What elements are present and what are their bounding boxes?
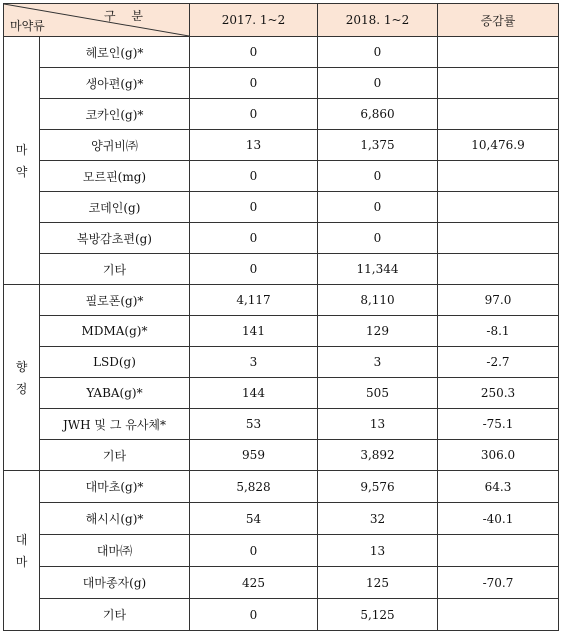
item-name-cell: 대마초(g)* bbox=[40, 471, 190, 503]
change-rate-cell: -70.7 bbox=[438, 567, 559, 599]
value-2017-cell: 0 bbox=[190, 535, 318, 567]
group-label-char: 마 bbox=[15, 554, 28, 569]
value-2017-cell: 4,117 bbox=[190, 285, 318, 316]
value-2018-cell: 0 bbox=[318, 161, 438, 192]
change-rate-cell bbox=[438, 254, 559, 285]
narcotics-group-label-cell bbox=[4, 37, 40, 285]
item-name-cell: 양귀비㈜ bbox=[40, 130, 190, 161]
table-row bbox=[4, 567, 559, 599]
column-header-2017: 2017. 1~2 bbox=[190, 4, 318, 37]
group-label-char: 정 bbox=[15, 381, 28, 396]
value-2018-cell: 0 bbox=[318, 192, 438, 223]
value-2018-cell: 5,125 bbox=[318, 599, 438, 631]
table-row bbox=[4, 378, 559, 409]
item-name-cell: 기타 bbox=[40, 254, 190, 285]
table-row bbox=[4, 192, 559, 223]
value-2018-cell: 0 bbox=[318, 223, 438, 254]
change-rate-cell: 97.0 bbox=[438, 285, 559, 316]
value-2018-cell: 11,344 bbox=[318, 254, 438, 285]
change-rate-cell bbox=[438, 599, 559, 631]
value-2018-cell: 0 bbox=[318, 37, 438, 68]
change-rate-cell bbox=[438, 223, 559, 254]
table-row bbox=[4, 440, 559, 471]
table-row bbox=[4, 254, 559, 285]
item-name-cell: JWH 및 그 유사체* bbox=[40, 409, 190, 440]
change-rate-cell: 64.3 bbox=[438, 471, 559, 503]
value-2018-cell: 8,110 bbox=[318, 285, 438, 316]
value-2017-cell: 3 bbox=[190, 347, 318, 378]
change-rate-cell: 250.3 bbox=[438, 378, 559, 409]
item-name-cell: 코카인(g)* bbox=[40, 99, 190, 130]
item-name-cell: 헤로인(g)* bbox=[40, 37, 190, 68]
item-name-cell: YABA(g)* bbox=[40, 378, 190, 409]
value-2018-cell: 9,576 bbox=[318, 471, 438, 503]
value-2018-cell: 32 bbox=[318, 503, 438, 535]
value-2018-cell: 505 bbox=[318, 378, 438, 409]
cannabis-group-label-cell bbox=[4, 471, 40, 631]
value-2018-cell: 125 bbox=[318, 567, 438, 599]
value-2017-cell: 13 bbox=[190, 130, 318, 161]
value-2018-cell: 13 bbox=[318, 409, 438, 440]
table-row bbox=[4, 503, 559, 535]
value-2018-cell: 13 bbox=[318, 535, 438, 567]
item-name-cell: 복방감초편(g) bbox=[40, 223, 190, 254]
drug-seizure-table bbox=[3, 3, 559, 631]
table-row bbox=[4, 316, 559, 347]
item-name-cell: 생아편(g)* bbox=[40, 68, 190, 99]
item-name-cell: 필로폰(g)* bbox=[40, 285, 190, 316]
value-2017-cell: 0 bbox=[190, 161, 318, 192]
value-2018-cell: 0 bbox=[318, 68, 438, 99]
psychotropics-group-label-cell bbox=[4, 285, 40, 471]
group-label-char: 약 bbox=[15, 164, 28, 179]
value-2017-cell: 54 bbox=[190, 503, 318, 535]
value-2017-cell: 0 bbox=[190, 223, 318, 254]
table-row bbox=[4, 130, 559, 161]
table-row bbox=[4, 161, 559, 192]
header-row bbox=[4, 4, 559, 37]
value-2017-cell: 425 bbox=[190, 567, 318, 599]
change-rate-cell: 10,476.9 bbox=[438, 130, 559, 161]
item-name-cell: 모르핀(mg) bbox=[40, 161, 190, 192]
table-row bbox=[4, 223, 559, 254]
item-name-cell: 대마㈜ bbox=[40, 535, 190, 567]
table-row bbox=[4, 599, 559, 631]
table-body bbox=[4, 37, 559, 631]
value-2017-cell: 0 bbox=[190, 192, 318, 223]
item-name-cell: 기타 bbox=[40, 440, 190, 471]
table-row bbox=[4, 68, 559, 99]
value-2017-cell: 0 bbox=[190, 68, 318, 99]
value-2018-cell: 1,375 bbox=[318, 130, 438, 161]
item-name-cell: 대마종자(g) bbox=[40, 567, 190, 599]
item-name-cell: 기타 bbox=[40, 599, 190, 631]
change-rate-cell bbox=[438, 161, 559, 192]
item-name-cell: MDMA(g)* bbox=[40, 316, 190, 347]
value-2017-cell: 0 bbox=[190, 254, 318, 285]
change-rate-cell: -40.1 bbox=[438, 503, 559, 535]
change-rate-cell bbox=[438, 68, 559, 99]
group-label-char: 향 bbox=[15, 359, 28, 374]
group-label-char: 대 bbox=[15, 532, 28, 547]
drug-type-header-label: 마약류 bbox=[10, 19, 45, 33]
change-rate-cell: -75.1 bbox=[438, 409, 559, 440]
table-row bbox=[4, 347, 559, 378]
value-2018-cell: 129 bbox=[318, 316, 438, 347]
category-header-label: 구 분 bbox=[104, 9, 149, 23]
change-rate-cell bbox=[438, 535, 559, 567]
value-2017-cell: 141 bbox=[190, 316, 318, 347]
column-header-change-rate: 증감률 bbox=[438, 4, 559, 37]
value-2017-cell: 144 bbox=[190, 378, 318, 409]
group-label-char: 마 bbox=[15, 142, 28, 157]
item-name-cell: 코데인(g) bbox=[40, 192, 190, 223]
corner-header-cell bbox=[4, 4, 190, 37]
item-name-cell: LSD(g) bbox=[40, 347, 190, 378]
value-2017-cell: 53 bbox=[190, 409, 318, 440]
change-rate-cell: -2.7 bbox=[438, 347, 559, 378]
value-2018-cell: 3,892 bbox=[318, 440, 438, 471]
value-2017-cell: 5,828 bbox=[190, 471, 318, 503]
table-row bbox=[4, 409, 559, 440]
value-2017-cell: 0 bbox=[190, 599, 318, 631]
table-row bbox=[4, 471, 559, 503]
change-rate-cell: -8.1 bbox=[438, 316, 559, 347]
value-2017-cell: 0 bbox=[190, 99, 318, 130]
column-header-2018: 2018. 1~2 bbox=[318, 4, 438, 37]
value-2018-cell: 3 bbox=[318, 347, 438, 378]
change-rate-cell bbox=[438, 192, 559, 223]
item-name-cell: 해시시(g)* bbox=[40, 503, 190, 535]
table-row bbox=[4, 99, 559, 130]
change-rate-cell bbox=[438, 37, 559, 68]
change-rate-cell: 306.0 bbox=[438, 440, 559, 471]
value-2017-cell: 959 bbox=[190, 440, 318, 471]
change-rate-cell bbox=[438, 99, 559, 130]
value-2017-cell: 0 bbox=[190, 37, 318, 68]
value-2018-cell: 6,860 bbox=[318, 99, 438, 130]
table-row bbox=[4, 535, 559, 567]
table-row bbox=[4, 37, 559, 68]
table-row bbox=[4, 285, 559, 316]
